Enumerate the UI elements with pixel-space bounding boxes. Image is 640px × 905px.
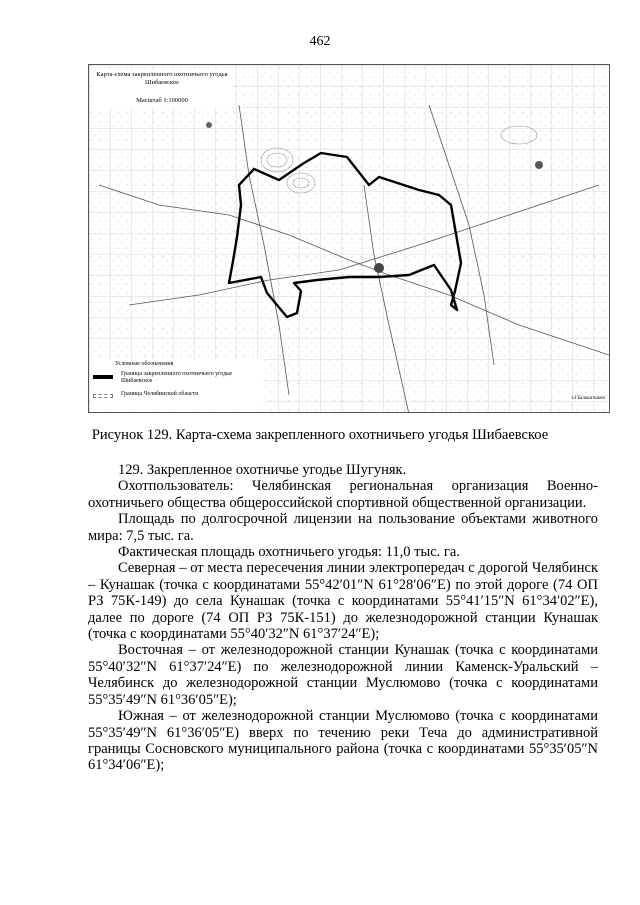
paragraph: Площадь по долгосрочной лицензии на пользование объектами животного мира: 7,5 тыс. га. <box>88 511 598 544</box>
legend-heading: Условные обозначения <box>115 361 174 367</box>
legend-swatch-bold-line <box>93 375 113 379</box>
legend-item <box>93 391 263 401</box>
paragraph: 129. Закрепленное охотничье угодье Шугуняк. <box>118 462 407 478</box>
paragraph: Южная – от железнодорожной станции Муслюмово (точка с координатами 55°35′49″N 61°36′05″E) вверх по течению реки Теча до административной границы Сосновского муниципального района (точка с координатами 55°35′05″N 61°34′06″E); <box>88 708 598 774</box>
figure-caption: Рисунок 129. Карта-схема закрепленного охотничьего угодья Шибаевское <box>91 427 549 443</box>
village-marker <box>374 263 384 273</box>
paragraph: Фактическая площадь охотничьего угодья: 11,0 тыс. га. <box>118 544 460 561</box>
map-sheet-label: 14 Балыштыкоп <box>571 396 605 401</box>
legend-item <box>93 371 263 385</box>
village-marker <box>206 122 212 128</box>
paragraph: Охотпользователь: Челябинская региональная организация Военно-охотничьего общества общероссийской спортивной общественной организации. <box>88 478 598 511</box>
page-number: 462 <box>309 34 331 49</box>
map-legend <box>91 359 263 411</box>
hunting-ground-map <box>88 64 610 413</box>
map-scale: Масштаб 1:100000 <box>136 97 188 104</box>
paragraph: Северная – от места пересечения линии электропередач с дорогой Челябинск – Кунашак (точка с координатами 55°42′01″N 61°28′06″E) по этой дороге (74 ОП РЗ 75К-149) до села Кунашак (точка с координатами 55°41′15″N 61°34′02″E), далее по дороге (74 ОП РЗ 75К-151) до железнодорожной станции Кунашак (точка с координатами 55°40′32″N 61°37′24″E); <box>88 560 598 643</box>
map-title-box <box>92 69 232 108</box>
body-text <box>88 462 598 774</box>
legend-label: Граница Челябинской области <box>121 391 199 397</box>
paragraph: Восточная – от железнодорожной станции Кунашак (точка с координатами 55°40′32″N 61°37′24″E) по железнодорожной линии Каменск-Уральский – Челябинск до железнодорожной станции Муслюмово (точка с координатами 55°35′49″N 61°36′05″E); <box>88 642 598 708</box>
legend-swatch-dashed-line <box>93 394 113 398</box>
village-marker <box>535 161 543 169</box>
map-title: Карта-схема закрепленного охотничьего угодья Шибаевское <box>96 71 228 86</box>
legend-label: Граница закрепленного охотничьего угодья Шибаевское <box>121 371 232 384</box>
